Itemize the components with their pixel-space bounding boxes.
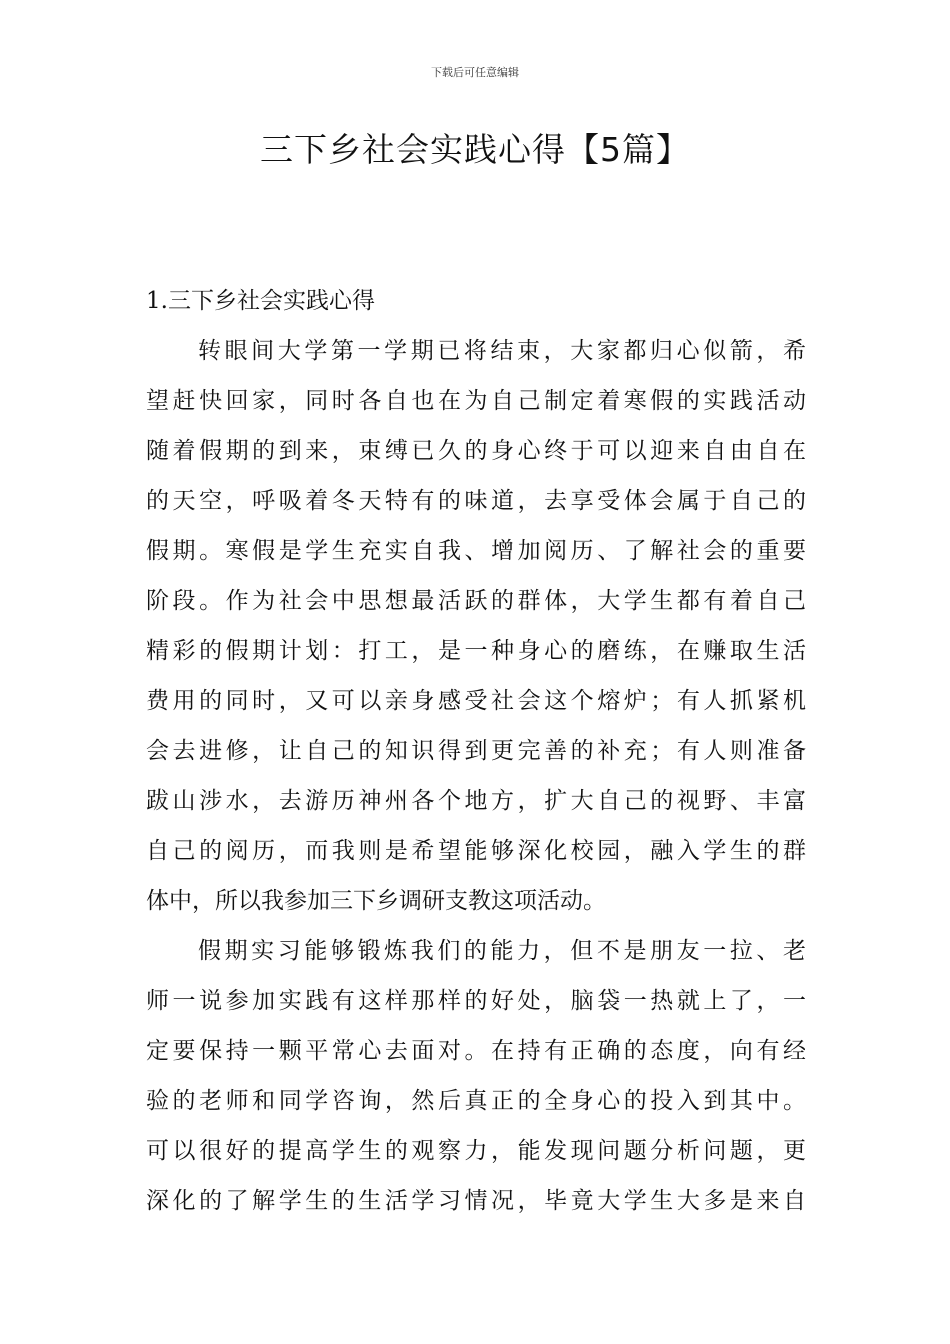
paragraph-2 — [146, 926, 806, 1226]
paragraph-line: 随着假期的到来，束缚已久的身心终于可以迎来自由自在 — [146, 438, 806, 464]
paragraph-line: 深化的了解学生的生活学习情况，毕竟大学生大多是来自 — [146, 1188, 806, 1214]
paragraph-line: 假期。寒假是学生充实自我、增加阅历、了解社会的重要 — [146, 538, 806, 564]
paragraph-line: 可以很好的提高学生的观察力，能发现问题分析问题，更 — [146, 1138, 806, 1164]
paragraph-line: 自己的阅历，而我则是希望能够深化校园，融入学生的群 — [146, 838, 806, 864]
paragraph-line: 体中，所以我参加三下乡调研支教这项活动。 — [146, 888, 606, 914]
document-body — [146, 276, 806, 1226]
paragraph-line: 阶段。作为社会中思想最活跃的群体，大学生都有着自己 — [146, 588, 806, 614]
document-title: 三下乡社会实践心得【5篇】 — [260, 130, 690, 169]
paragraph-line: 转眼间大学第一学期已将结束，大家都归心似箭，希 — [198, 338, 806, 364]
paragraph-line: 验的老师和同学咨询，然后真正的全身心的投入到其中。 — [146, 1088, 806, 1114]
paragraph-line: 会去进修，让自己的知识得到更完善的补充；有人则准备 — [146, 738, 806, 764]
paragraph-line: 的天空，呼吸着冬天特有的味道，去享受体会属于自己的 — [146, 488, 806, 514]
paragraph-line: 费用的同时，又可以亲身感受社会这个熔炉；有人抓紧机 — [146, 688, 806, 714]
section-heading: 1.三下乡社会实践心得 — [146, 288, 375, 314]
paragraph-line: 望赶快回家，同时各自也在为自己制定着寒假的实践活动 — [146, 388, 806, 414]
header-note: 下载后可任意编辑 — [431, 66, 519, 79]
paragraph-line: 师一说参加实践有这样那样的好处，脑袋一热就上了，一 — [146, 988, 806, 1014]
paragraph-1 — [146, 326, 806, 926]
paragraph-line: 精彩的假期计划：打工，是一种身心的磨练，在赚取生活 — [146, 638, 806, 664]
paragraph-line: 跋山涉水，去游历神州各个地方，扩大自己的视野、丰富 — [146, 788, 806, 814]
paragraph-line: 假期实习能够锻炼我们的能力，但不是朋友一拉、老 — [198, 938, 806, 964]
paragraph-line: 定要保持一颗平常心去面对。在持有正确的态度，向有经 — [146, 1038, 806, 1064]
